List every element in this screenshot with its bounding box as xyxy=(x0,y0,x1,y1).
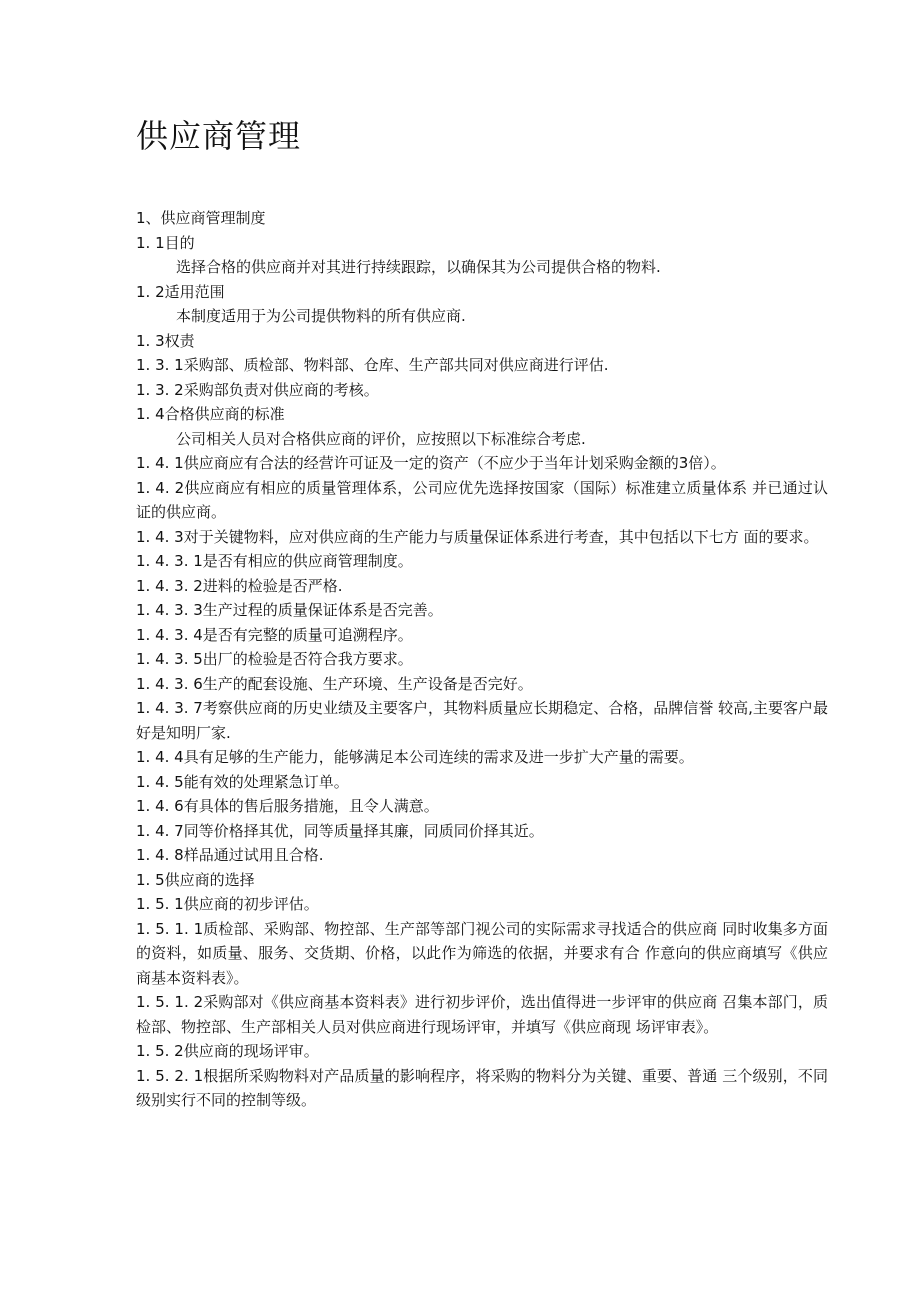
paragraph: 1. 4. 5能有效的处理紧急订单。 xyxy=(136,772,349,791)
paragraph: 1. 5. 1. 1质检部、采购部、物控部、生产部等部门视公司的实际需求寻找适合的供应商 同时收集多方面的资料，如质量、服务、交货期、价格，以此作为筛选的依据，并要求有合 作意向的供应商填写《供应商基本资料表》。 xyxy=(136,919,828,987)
paragraph: 1. 3. 1采购部、质检部、物料部、仓库、生产部共同对供应商进行评估. xyxy=(136,356,609,374)
paragraph: 1、供应商管理制度 xyxy=(136,209,266,227)
paragraph: 1. 4. 3. 5出厂的检验是否符合我方要求。 xyxy=(136,650,413,668)
paragraph: 1. 5. 2供应商的现场评审。 xyxy=(136,1042,319,1060)
document-title: 供应商管理 xyxy=(136,117,302,155)
paragraph: 1. 2适用范围 xyxy=(136,282,225,301)
paragraph: 1. 4. 2供应商应有相应的质量管理体系，公司应优先选择按国家（国际）标准建立质量体系 并已通过认证的供应商。 xyxy=(136,478,828,521)
paragraph: 1. 3权责 xyxy=(136,331,195,350)
paragraph: 1. 4. 3对于关键物料，应对供应商的生产能力与质量保证体系进行考查，其中包括以下七方 面的要求。 xyxy=(136,527,819,546)
paragraph: 1. 4. 8样品通过试用且合格. xyxy=(136,846,324,864)
paragraph: 1. 4. 3. 7考察供应商的历史业绩及主要客户，其物料质量应长期稳定、合格，品牌信誉 较高,主要客户最好是知明厂家. xyxy=(136,699,828,742)
paragraph: 本制度适用于为公司提供物料的所有供应商. xyxy=(176,307,466,325)
paragraph: 1. 1目的 xyxy=(136,233,195,252)
paragraph: 1. 4. 6有具体的售后服务措施，且令人满意。 xyxy=(136,797,439,815)
paragraph: 1. 4. 3. 1是否有相应的供应商管理制度。 xyxy=(136,552,413,570)
paragraph: 公司相关人员对合格供应商的评价，应按照以下标准综合考虑. xyxy=(176,429,586,448)
paragraph: 1. 4合格供应商的标准 xyxy=(136,405,285,423)
paragraph: 1. 5. 1供应商的初步评估。 xyxy=(136,895,319,913)
paragraph: 1. 4. 3. 6生产的配套设施、生产环境、生产设备是否完好。 xyxy=(136,674,533,693)
paragraph: 1. 5供应商的选择 xyxy=(136,870,255,889)
paragraph: 1. 4. 3. 3生产过程的质量保证体系是否完善。 xyxy=(136,601,443,619)
paragraph: 1. 5. 1. 2采购部对《供应商基本资料表》进行初步评价，选出值得进一步评审的供应商 召集本部门，质检部、物控部、生产部相关人员对供应商进行现场评审，并填写《供应商现 场评审表》。 xyxy=(136,993,828,1036)
paragraph: 选择合格的供应商并对其进行持续跟踪，以确保其为公司提供合格的物料. xyxy=(176,258,661,276)
paragraph: 1. 4. 3. 2进料的检验是否严格. xyxy=(136,576,343,595)
paragraph: 1. 4. 4具有足够的生产能力，能够满足本公司连续的需求及进一步扩大产量的需要。 xyxy=(136,748,694,766)
paragraph: 1. 5. 2. 1根据所采购物料对产品质量的影响程序，将采购的物料分为关键、重要、普通 三个级别，不同级别实行不同的控制等级。 xyxy=(136,1066,828,1109)
paragraph: 1. 3. 2采购部负责对供应商的考核。 xyxy=(136,380,379,399)
document-body xyxy=(136,206,828,1113)
paragraph: 1. 4. 1供应商应有合法的经营许可证及一定的资产（不应少于当年计划采购金额的3倍）。 xyxy=(136,454,726,472)
paragraph: 1. 4. 7同等价格择其优，同等质量择其廉，同质同价择其近。 xyxy=(136,821,544,840)
paragraph: 1. 4. 3. 4是否有完整的质量可追溯程序。 xyxy=(136,625,413,644)
